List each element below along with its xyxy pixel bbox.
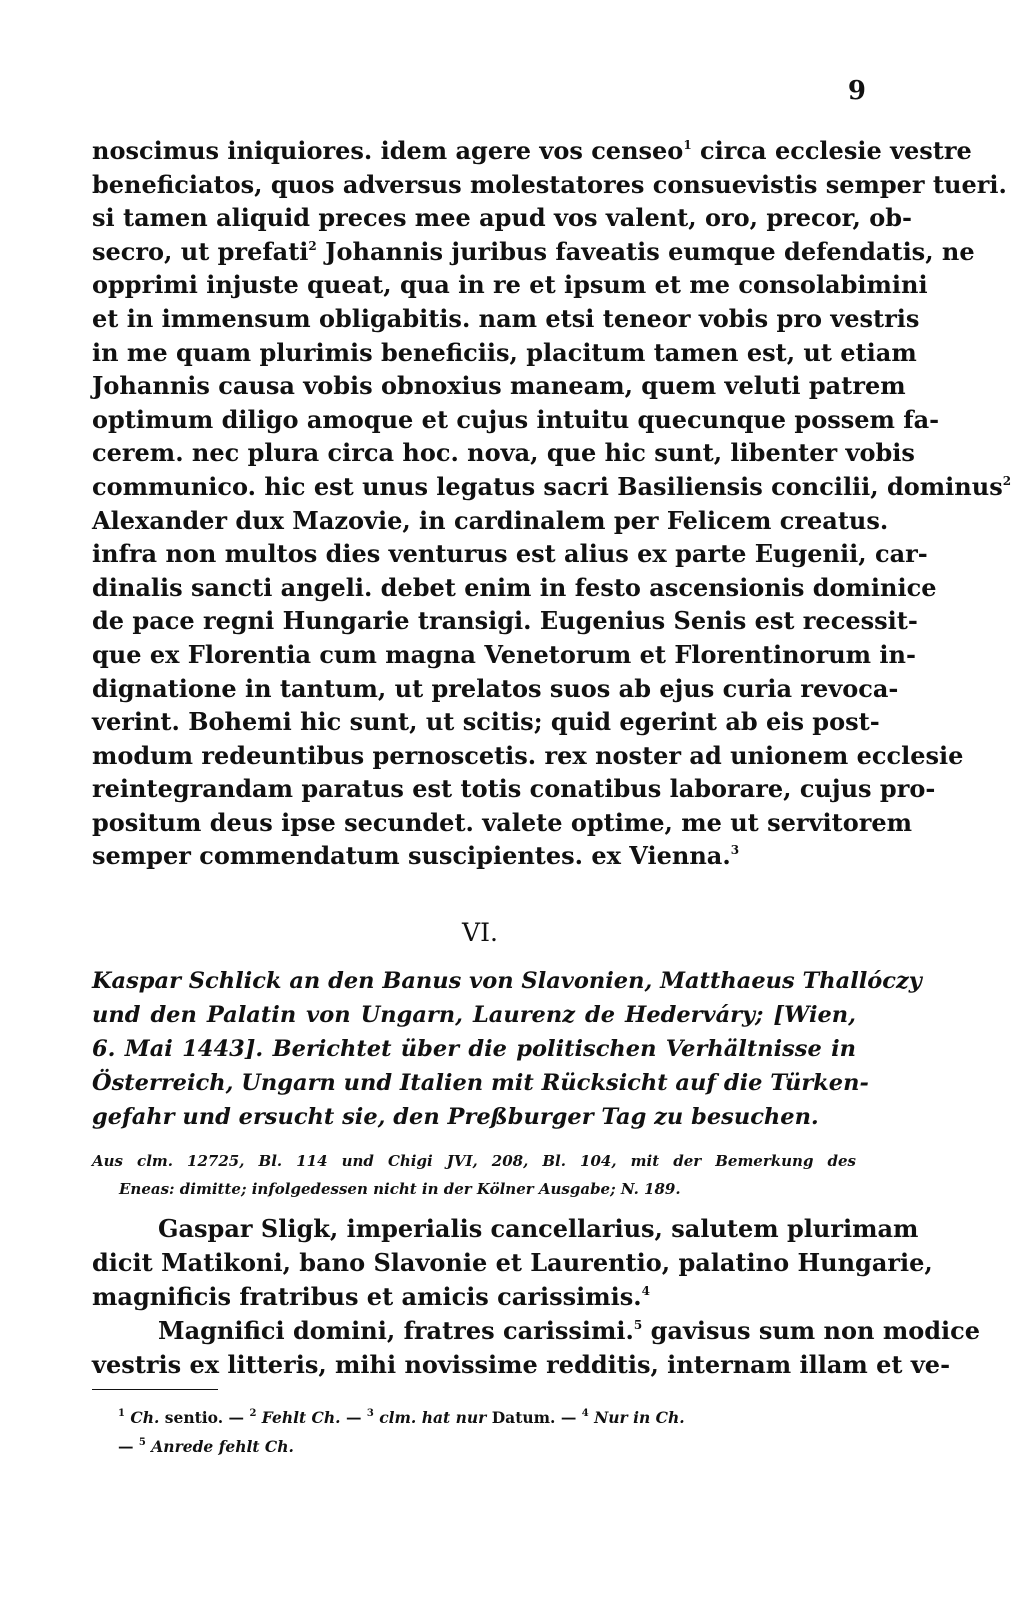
body-line: Alexander dux Mazovie, in cardinalem per Felicem creatus.	[92, 505, 889, 535]
body-line: in me quam plurimis beneficiis, placitum tamen est, ut etiam	[92, 337, 917, 367]
letter-line: magnificis fratribus et amicis carissimis.$^4$	[92, 1282, 650, 1311]
body-line: de pace regni Hungarie transigi. Eugenius Senis est recessit-	[92, 606, 918, 636]
footnote-divider	[92, 1389, 218, 1390]
body-line: si tamen aliquid preces mee apud vos valent, oro, precor, ob-	[92, 203, 913, 233]
body-line: dignatione in tantum, ut prelatos suos ab ejus curia revoca-	[92, 673, 899, 703]
footnote-ref: 2	[308, 238, 317, 253]
body-line: et in immensum obligabitis. nam etsi teneor vobis pro vestris	[92, 303, 920, 333]
letter-line: Gaspar Sligk, imperialis cancellarius, salutem plurimam	[158, 1214, 919, 1243]
body-line: opprimi injuste queat, qua in re et ipsum et me consolabimini	[92, 270, 928, 300]
letter-line: dicit Matikoni, bano Slavonie et Laurentio, palatino Hungarie,	[92, 1248, 933, 1277]
body-line: cerem. nec plura circa hoc. nova, que hic sunt, libenter vobis	[92, 438, 915, 468]
letter-text	[92, 1212, 980, 1382]
heading-line: Österreich, Ungarn und Italien mit Rücksicht auf die Türken-	[92, 1070, 869, 1096]
body-line: reintegrandam paratus est totis conatibus laborare, cujus pro-	[92, 774, 936, 804]
body-line: communico. hic est unus legatus sacri Basiliensis concilii, dominus$^2$	[92, 471, 1011, 501]
heading-line: und den Palatin von Ungarn, Laurenz de Hederváry; [Wien,	[92, 1002, 856, 1028]
source-line: Aus clm. 12725, Bl. 114 und Chigi JVI, 208, Bl. 104, mit der Bemerkung des	[92, 1152, 856, 1170]
heading-line: 6. Mai 1443]. Berichtet über die politischen Verhältnisse in	[92, 1036, 856, 1062]
footnote-ref: 2	[1002, 473, 1011, 488]
section-number: VI.	[462, 918, 498, 947]
footnote-line: $^1$ Ch. sentio. — $^2$ Fehlt Ch. — $^3$ clm. hat nur Datum. — $^4$ Nur in Ch.	[118, 1408, 685, 1427]
body-line: optimum diligo amoque et cujus intuitu quecunque possem fa-	[92, 404, 940, 434]
letter-line: Magnifici domini, fratres carissimi.$^5$ gavisus sum non modice	[158, 1316, 980, 1345]
body-line: que ex Florentia cum magna Venetorum et Florentinorum in-	[92, 639, 916, 669]
body-line: secro, ut prefati$^2$ Johannis juribus faveatis eumque defendatis, ne	[92, 236, 975, 266]
body-line: beneficiatos, quos adversus molestatores consuevistis semper tueri.	[92, 169, 1007, 199]
document-heading	[92, 964, 922, 1134]
footnote-line: — $^5$ Anrede fehlt Ch.	[118, 1437, 294, 1456]
page-number: 9	[847, 76, 866, 106]
footnotes	[118, 1403, 858, 1461]
letter-line: vestris ex litteris, mihi novissime redditis, internam illam et ve-	[92, 1350, 951, 1379]
footnote-ref: 4	[641, 1284, 650, 1298]
body-line: Johannis causa vobis obnoxius maneam, quem veluti patrem	[92, 371, 906, 401]
body-line: infra non multos dies venturus est alius ex parte Eugenii, car-	[92, 539, 928, 569]
source-line: Eneas: dimitte; infolgedessen nicht in der Kölner Ausgabe; N. 189.	[119, 1180, 681, 1198]
heading-line: Kaspar Schlick an den Banus von Slavonien, Matthaeus Thallóczy	[92, 968, 922, 994]
body-line: semper commendatum suscipientes. ex Vienna.$^3$	[92, 841, 740, 871]
footnote-ref: 1	[683, 138, 692, 152]
body-line: positum deus ipse secundet. valete optime, me ut servitorem	[92, 807, 913, 837]
footnote-ref: 5	[633, 1318, 643, 1332]
body-line: modum redeuntibus pernoscetis. rex noster ad unionem ecclesie	[92, 740, 964, 770]
body-line: dinalis sancti angeli. debet enim in festo ascensionis dominice	[92, 572, 937, 602]
heading-line: gefahr und ersucht sie, den Preßburger Tag zu besuchen.	[92, 1104, 819, 1130]
body-text	[92, 134, 1011, 873]
source-note	[92, 1147, 856, 1203]
body-line: noscimus iniquiores. idem agere vos censeo$^1$ circa ecclesie vestre	[92, 136, 972, 165]
body-line: verint. Bohemi hic sunt, ut scitis; quid egerint ab eis post-	[92, 707, 880, 737]
footnote-ref: 3	[730, 843, 740, 858]
